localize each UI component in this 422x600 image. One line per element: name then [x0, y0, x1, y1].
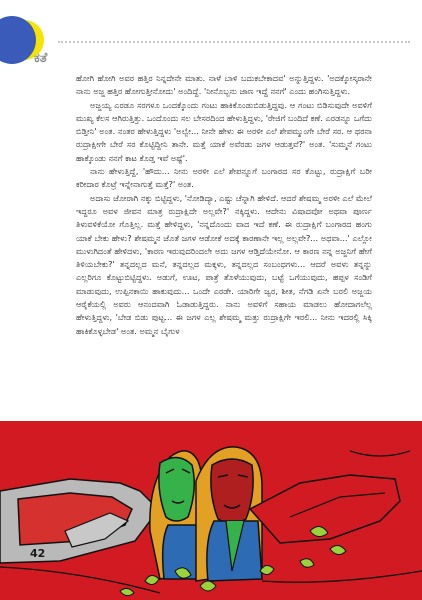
header-dotted-rule	[58, 41, 410, 43]
paragraph-3: ನಾನು ಹೇಳುತ್ತಿದ್ದೆ, 'ಹೌದು... ನೀನು ಅರಳೀ ಎಲೆ ಶೇಪನ್ನೂಗೆ ಬಂಗಾರದ ಸರ ಕೊಟ್ಟು, ರುದ್ರಾಕ್ಷಿಗೆ ಬರೀ ಕರೀದಾರ ಕೊಟ್ರೆ ಇನ್ನೇನಾಗುತ್ತೆ ಮತ್ತೆ?' ಅಂತ.	[76, 166, 372, 190]
male-figure	[196, 447, 262, 581]
section-label: ಕತೆ	[34, 51, 48, 66]
paragraph-2: ಅಜ್ಜಯ್ಯ ಎರಡೂ ಸರಗಳೂ ಒಂದಕ್ಕೊಂದು ಗಂಟು ಹಾಕಿಕೊಂಡುಬಿಡುತ್ತಿದ್ದವು. ಆ ಗಂಟು ಬಿಡಿಸುವುದೇ ಅವಳಿಗೆ ಮುಖ್ಯ ಕೆಲಸ ಆಗಿರುತ್ತಿತ್ತು. ಒಂದೊಂದು ಸಲ ಬೇಸರದಿಂದ ಹೇಳುತ್ತಿದ್ದಳು, 'ರೇಜಿಗೆ ಬಂದಿದೆ ಕಣೆ. ಎರಡನ್ನೂ ಒಗೆದು ಬಿಡ್ತೀನಿ' ಅಂತ. ನಂತರ ಹೇಳುತ್ತಿದ್ದಳು 'ಅಲ್ವೇ... ನೀನೇ ಹೇಳು ಈ ಅರಳೀ ಎಲೆ ಶೇಪಮ್ಮುಂಗೇ ಬೇರೆ ಸರ. ಆ ಥರನಾ ರುದ್ರಾಕ್ಷೀಗೇ ಬೇರೆ ಸರ ಕೊಟ್ಟಿದ್ದೀನಿ ತಾನೇ. ಮತ್ತೆ ಯಾಕೆ ಅವೆರಡು ಜಗಳ ಆಡುತ್ತವೆ?' ಅಂತ. 'ಸುಮ್ಮನೆ ಗಂಟು ಹಾಕ್ಕೊಂಡು ನನಗೆ ಕಾಟ ಕೊಡ್ತ ಇವೆ ಅಷ್ಟೆ'.	[76, 99, 372, 163]
paragraph-4: ಅದಾಸು ಜೋರಾಗಿ ನಕ್ಕು ಬಿಟ್ಟಿದ್ದಳು, 'ನೋಡಿದ್ಯಾ, ಎಷ್ಟು ಚೆನ್ನಾಗಿ ಹೇಳಿದೆ. ಆದರೆ ಶೇಷಮ್ಮ ಅರಳೀ ಎಲೆ ಮೇಲೆ ಇದ್ದರೂ ಅವಳ ಜೀವನ ಮಾತ್ರ ರುದ್ರಾಕ್ಷಿದೇ ಅಲ್ಲವೇ?' ನಕ್ಕಿದ್ದಳು. ಆದೇನು ವಿಷಾದವೋ ಅಥವಾ ಪೂರ್ಣ ತಿಳುವಳಿಕೆಯೋ ಗೊತ್ತಿಲ್ಲ. ಮತ್ತೆ ಹೇಳಿದ್ದಳು, 'ನನ್ನದೊಂದು ವಾದ ಇದೆ ಕಣೆ. ಈ ರುದ್ರಾಕ್ಷಿಗೆ ಬಂಗಾರದ ಹಂಗು ಯಾಕೆ ಬೇಕು ಹೇಳು? ಶೇಷಮ್ಮನ ಜೊತೆ ಜಗಳ ಆಡೋಕೆ ಅದಕ್ಕೆ ಕಾರಣಾನೇ ಇಲ್ಲ ಅಲ್ಲವೇ?... ಅಥವಾ...' ಎಲ್ಲೋ ಮುಳುಗಿದಂತೆ ಹೇಳಿದಳು, 'ಕಾರಣ ಇರುವುದರಿಂದಲೇ ಅದು ಜಗಳ ಆಡ್ತಿದೆಯೇನೋ. ಆ ಕಾರಣ ನನ್ನ ಅಜ್ಜನಿಗೆ ಹೇಗೆ ತಿಳಿಯಬೇಕು?' ತನ್ನದಲ್ಲದ ಮನೆ, ತನ್ನದಲ್ಲದ ಮಕ್ಕಳು, ತನ್ನದಲ್ಲದ ಸಂಬಂಧಗಳು... ಆದರೆ ಅವಳು ತನ್ನನ್ನು ಎಲ್ಲರಿಗೂ ಕೊಟ್ಟುಬಿಟ್ಟಿದ್ದಳು. ಅಡುಗೆ, ಊಟ, ಪಾತ್ರೆ ತೊಳೆಯುವುದು, ಬಟ್ಟೆ ಒಗೆಯುವುದು, ಹಪ್ಪಳ ಸಂಡಿಗೆ ಮಾಡುವುದು, ಉಪ್ಪಿನಕಾಯಿ ಹಾಕುವುದು... ಒಂದೇ ಎರಡೇ. ಯಾರಿಗೇ ಜ್ವರ, ಶೀತ, ನೆಗಡಿ ಏನೇ ಬರಲಿ ಅಜ್ಜಯ ಆರೈಕೆಯಲ್ಲಿ ಅವರು ಆನಂದವಾಗಿ ಓಡಾಡುತ್ತಿದ್ದರು. ನಾನು ಅವಳಿಗೆ ಸಹಾಯ ಮಾಡಲು ಹೋದಾಗಲೆಲ್ಲ ಹೇಳುತ್ತಿದ್ದಳು, 'ಬೇಡ ಬಿಡು ಪುಟ್ಟ... ಈ ಜಗಳ ಎಲ್ಲ ಶೇಷಮ್ಮ ಮತ್ತು ರುದ್ರಾಕ್ಷಿಗೇ ಇರಲಿ... ನೀನು ಇದರಲ್ಲಿ ಸಿಕ್ಕಿ ಹಾಕಿಕೊಳ್ಳಬೇಡ' ಅಂತ. ಅಮ್ಮನ ಬೈಗುಳ	[76, 192, 372, 336]
decorative-circles	[0, 0, 60, 70]
page-number: 42	[30, 547, 46, 560]
article-body	[76, 72, 372, 338]
left-arm-shape	[0, 479, 152, 563]
female-figure	[150, 451, 203, 579]
paragraph-1: ಹೋಗಿ ಹೋಗಿ ಅವರ ಹತ್ತಿರ ನಿನ್ನದೇನೇ ಮಾತು. ನಾಳೆ ಬಾಳಿ ಬದುಕಬೇಕಾದವ' ಅನ್ನುತ್ತಿದ್ದಳು. 'ಅದಕ್ಕೋಸ್ಕರಾನೇ ನಾನು ಅಜ್ಜ ಹತ್ತಿರ ಹೋಗುತ್ತೀನೋದು' ಅಂದಿದ್ದೆ. 'ನೀನೊಬ್ಬನು ಜಾಣ ಇದ್ದೆ ನನಗೆ' ಎಂದು ಹಂಗಿಸುತ್ತಿದ್ದಳು.	[76, 73, 372, 97]
story-illustration	[0, 421, 422, 600]
